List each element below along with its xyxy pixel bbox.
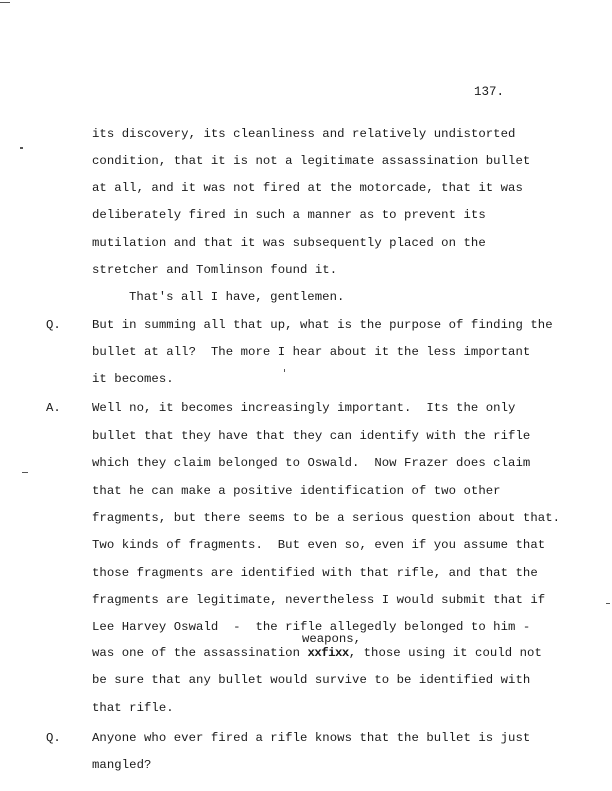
transcript-line: condition, that it is not a legitimate assassination bullet (92, 154, 531, 168)
scan-mark (606, 603, 610, 604)
scan-mark (0, 2, 10, 3)
transcript-line: at all, and it was not fired at the motorcade, that it was (92, 181, 523, 195)
transcript-line: bullet that they have that they can identify with the rifle (92, 429, 531, 443)
line-text-after: , those using it could not (348, 646, 542, 660)
transcript-line: mangled? (92, 758, 152, 772)
transcript-line: those fragments are identified with that rifle, and that the (92, 566, 538, 580)
transcript-line: that rifle. (92, 701, 174, 715)
transcript-line: its discovery, its cleanliness and relatively undistorted (92, 127, 516, 141)
transcript-line: stretcher and Tomlinson found it. (92, 263, 338, 277)
transcript-line: Anyone who ever fired a rifle knows that the bullet is just (92, 731, 531, 745)
transcript-line: bullet at all? The more I hear about it the less important (92, 345, 531, 359)
transcript-line: fragments are legitimate, nevertheless I would submit that if (92, 593, 546, 607)
scan-mark (22, 472, 28, 473)
transcript-line: fragments, but there seems to be a serious question about that. (92, 511, 561, 525)
speaker-label: Q. (46, 731, 61, 745)
interlinear-insertion: weapons, (302, 632, 362, 646)
transcript-line: mutilation and that it was subsequently placed on the (92, 236, 486, 250)
scan-mark (20, 147, 23, 149)
transcript-line-with-strikeout (92, 646, 542, 660)
transcript-line: that he can make a positive identification of two other (92, 484, 501, 498)
transcript-line: deliberately fired in such a manner as to prevent its (92, 208, 486, 222)
line-text-before: was one of the assassination (92, 646, 308, 660)
transcript-line: That's all I have, gentlemen. (129, 290, 345, 304)
transcript-line: be sure that any bullet would survive to be identified with (92, 673, 531, 687)
speaker-label: A. (46, 401, 61, 415)
transcript-line: But in summing all that up, what is the purpose of finding the (92, 318, 553, 332)
transcript-line: which they claim belonged to Oswald. Now Frazer does claim (92, 456, 531, 470)
scan-mark (284, 369, 285, 372)
page-number: 137. (474, 85, 505, 99)
speaker-label: Q. (46, 318, 61, 332)
transcript-line: Well no, it becomes increasingly important. Its the only (92, 401, 516, 415)
transcript-line: Two kinds of fragments. But even so, even if you assume that (92, 538, 546, 552)
transcript-line: it becomes. (92, 372, 174, 386)
struck-out-text: xxfixx (307, 646, 349, 660)
transcript-line: Lee Harvey Oswald - the rifle allegedly belonged to him - (92, 620, 531, 634)
